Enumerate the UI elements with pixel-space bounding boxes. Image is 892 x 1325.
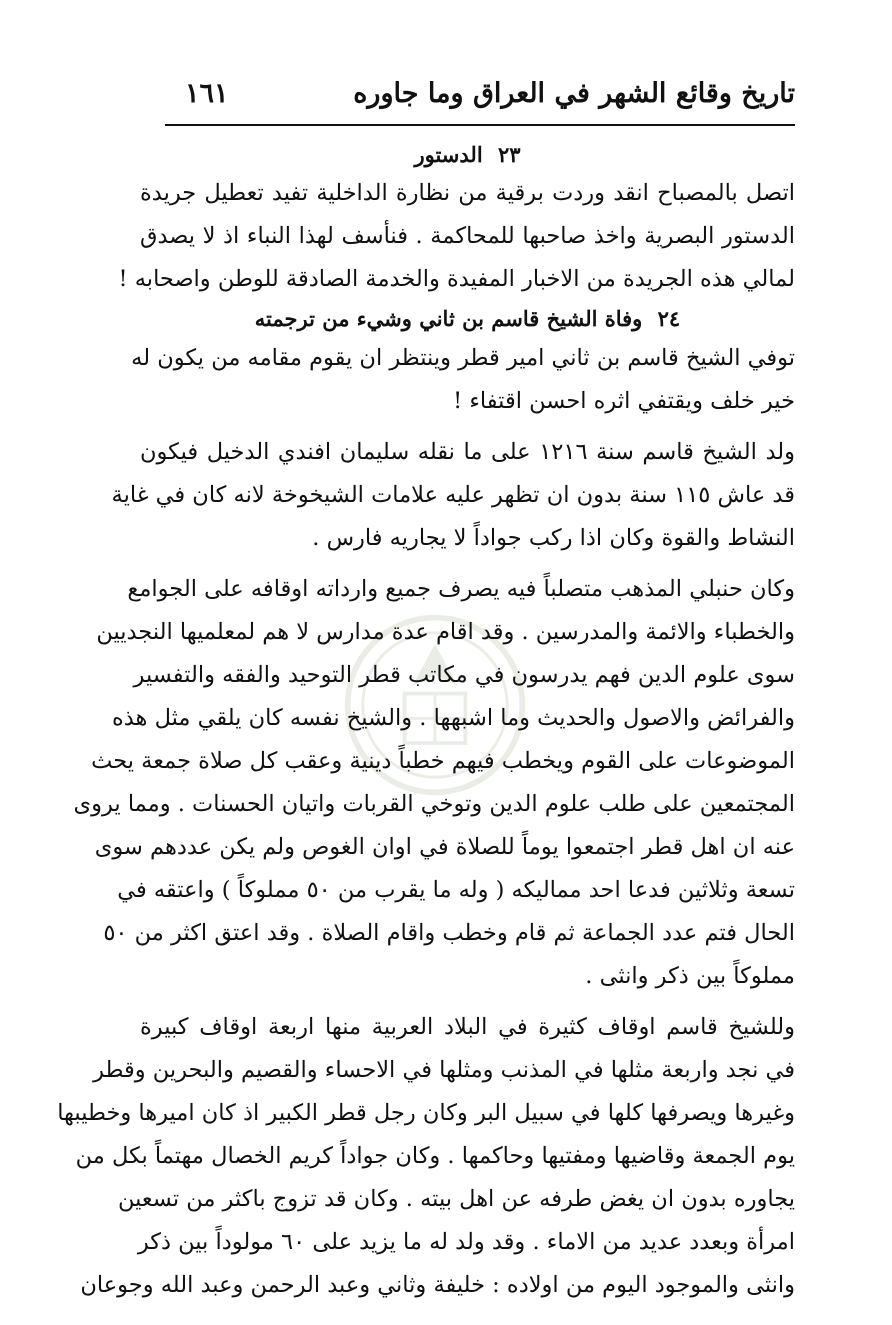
- text-line: في نجد واربعة مثلها في المذنب ومثلها في الاحساء والقصيم والبحرين وقطر: [93, 1057, 795, 1083]
- section-heading-24: [140, 301, 795, 337]
- text-line: النشاط والقوة وكان اذا ركب جواداً لا يجاريه فارس .: [312, 525, 795, 551]
- text-line: وغيرها ويصرفها كلها في سبيل البر وكان رجل قطر الكبير اذ كان اميرها وخطيبها: [57, 1100, 795, 1126]
- text-line: لمالي هذه الجريدة من الاخبار المفيدة والخدمة الصادقة للوطن واصحابه !: [118, 266, 795, 292]
- text-line: الحال فتم عدد الجماعة ثم قام وخطب واقام الصلاة . وقد اعتق اكثر من ٥٠: [103, 920, 795, 946]
- section-title: وفاة الشيخ قاسم بن ثاني وشيء من ترجمته: [254, 306, 643, 331]
- text-line: والخطباء والائمة والمدرسين . وقد اقام عدة مدارس لا هم لمعلميها النجديين: [96, 619, 795, 645]
- text-line: الدستور البصرية واخذ صاحبها للمحاكمة . فنأسف لهذا النباء اذ لا يصدق: [140, 223, 795, 249]
- section-title: الدستور: [414, 142, 483, 167]
- text-line: وكان حنبلي المذهب متصلباً فيه يصرف جميع وارداته اوقافه على الجوامع: [127, 576, 795, 602]
- text-line: وانثى والموجود اليوم من اولاده : خليفة وثاني وعبد الرحمن وعبد الله وجوعان: [80, 1272, 795, 1298]
- section-number: ٢٣: [497, 142, 521, 167]
- section-heading-23: [140, 138, 795, 172]
- paragraph-gap: [140, 560, 795, 568]
- page-number: ١٦١: [185, 78, 229, 109]
- text-line: سوى علوم الدين فهم يدرسون في مكاتب قطر التوحيد والفقه والتفسير: [133, 662, 795, 688]
- text-line: وللشيخ قاسم اوقاف كثيرة في البلاد العربية منها اربعة اوقاف كبيرة: [140, 1014, 795, 1040]
- text-line: والفرائض والاصول والحديث وما اشبهها . والشيخ نفسه كان يلقي مثل هذه: [111, 705, 795, 731]
- text-line: اتصل بالمصباح انقد وردت برقية من نظارة الداخلية تفيد تعطيل جريدة: [140, 180, 795, 206]
- text-line: قد عاش ١١٥ سنة بدون ان تظهر عليه علامات الشيخوخة لانه كان في غاية: [111, 482, 795, 508]
- text-line: المجتمعين على طلب علوم الدين وتوخي القربات واتيان الحسنات . ومما يروى: [73, 791, 795, 817]
- page-body: [57, 138, 795, 1307]
- header-rule: [165, 124, 795, 126]
- text-line: مملوكاً بين ذكر وانثى .: [585, 963, 795, 989]
- running-header: [185, 78, 795, 114]
- paragraph-gap: [140, 998, 795, 1006]
- text-line: يجاوره بدون ان يغض طرفه عن اهل بيته . وكان قد تزوج باكثر من تسعين: [117, 1186, 795, 1212]
- text-line: خير خلف ويقتفي اثره احسن اقتفاء !: [453, 388, 795, 414]
- running-title: تاريخ وقائع الشهر في العراق وما جاوره: [353, 78, 795, 109]
- text-line: امرأة وبعدد عديد من الاماء . وقد ولد له ما يزيد على ٦٠ مولوداً بين ذكر: [137, 1229, 795, 1255]
- text-line: الموضوعات على القوم ويخطب فيهم خطباً دينية وعقب كل صلاة جمعة يحث: [91, 748, 795, 774]
- text-line: يوم الجمعة وقاضيها ومفتيها وحاكمها . وكان جواداً كريم الخصال مهتماً بكل من: [75, 1143, 795, 1169]
- paragraph-gap: [140, 423, 795, 431]
- text-line: ولد الشيخ قاسم سنة ١٢١٦ على ما نقله سليمان افندي الدخيل فيكون: [140, 439, 795, 465]
- text-line: تسعة وثلاثين فدعا احد مماليكه ( وله ما يقرب من ٥٠ مملوكاً ) واعتقه في: [117, 877, 795, 903]
- text-line: توفي الشيخ قاسم بن ثاني امير قطر وينتظر ان يقوم مقامه من يكون له: [131, 345, 795, 371]
- text-line: عنه ان اهل قطر اجتمعوا يوماً للصلاة في اوان الغوص ولم يكن عددهم سوى: [94, 834, 795, 860]
- section-number: ٢٤: [657, 306, 681, 331]
